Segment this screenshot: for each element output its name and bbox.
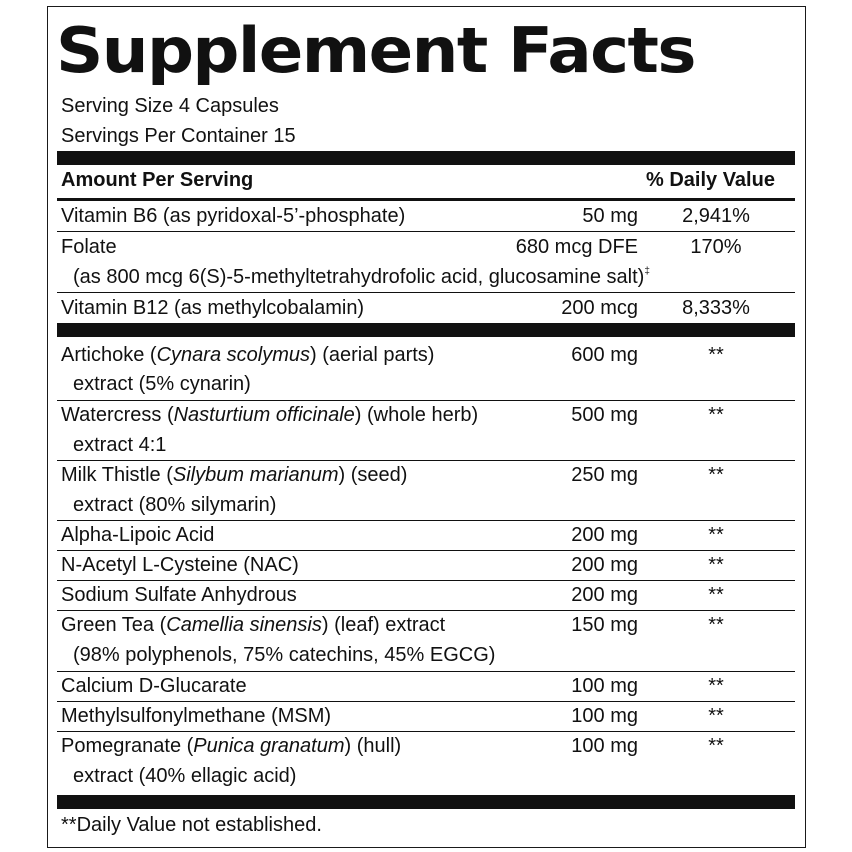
vitamin-b12-name: Vitamin B12 (as methylcobalamin) — [61, 297, 365, 319]
amount-per-serving-header: Amount Per Serving — [61, 169, 254, 191]
calcium-d-glucarate-amount: 100 mg — [571, 675, 638, 697]
panel-title: Supplement Facts — [56, 14, 695, 87]
nac-dv: ** — [708, 554, 724, 576]
vitamin-b6-name: Vitamin B6 (as pyridoxal-5’-phosphate) — [61, 205, 406, 227]
folate-name: Folate — [61, 236, 117, 258]
pomegranate-extract: extract (40% ellagic acid) — [73, 765, 297, 787]
milk-thistle-amount: 250 mg — [571, 464, 638, 486]
sodium-sulfate-name: Sodium Sulfate Anhydrous — [61, 584, 297, 606]
calcium-d-glucarate-dv: ** — [708, 675, 724, 697]
watercress-dv: ** — [708, 404, 724, 426]
row-divider — [57, 731, 795, 732]
row-divider — [57, 520, 795, 521]
milk-thistle-name: Milk Thistle (Silybum marianum) (seed) — [61, 464, 408, 486]
row-divider — [57, 610, 795, 611]
artichoke-amount: 600 mg — [571, 344, 638, 366]
servings-per-container: Servings Per Container 15 — [61, 125, 296, 147]
daily-value-header: % Daily Value — [646, 169, 775, 191]
middle-thick-rule — [57, 323, 795, 337]
pomegranate-name: Pomegranate (Punica granatum) (hull) — [61, 735, 402, 757]
serving-size: Serving Size 4 Capsules — [61, 95, 279, 117]
vitamin-b12-amount: 200 mcg — [561, 297, 638, 319]
pomegranate-amount: 100 mg — [571, 735, 638, 757]
supplement-facts-panel — [47, 6, 806, 848]
footnote: **Daily Value not established. — [61, 814, 322, 836]
row-divider — [57, 671, 795, 672]
calcium-d-glucarate-name: Calcium D-Glucarate — [61, 675, 247, 697]
alpha-lipoic-acid-name: Alpha-Lipoic Acid — [61, 524, 215, 546]
msm-amount: 100 mg — [571, 705, 638, 727]
msm-name: Methylsulfonylmethane (MSM) — [61, 705, 332, 727]
vitamin-b12-dv: 8,333% — [682, 297, 750, 319]
alpha-lipoic-acid-amount: 200 mg — [571, 524, 638, 546]
green-tea-name: Green Tea (Camellia sinensis) (leaf) extract — [61, 614, 446, 636]
nac-name: N-Acetyl L-Cysteine (NAC) — [61, 554, 299, 576]
folate-amount: 680 mcg DFE — [515, 236, 638, 258]
green-tea-extract: (98% polyphenols, 75% catechins, 45% EGCG) — [73, 644, 496, 666]
sodium-sulfate-amount: 200 mg — [571, 584, 638, 606]
watercress-extract: extract 4:1 — [73, 434, 167, 456]
top-thick-rule — [57, 151, 795, 165]
msm-dv: ** — [708, 705, 724, 727]
bottom-thick-rule — [57, 795, 795, 809]
pomegranate-dv: ** — [708, 735, 724, 757]
sodium-sulfate-dv: ** — [708, 584, 724, 606]
header-rule — [57, 198, 795, 201]
row-divider — [57, 231, 795, 232]
vitamin-b6-dv: 2,941% — [682, 205, 750, 227]
folate-source-text: (as 800 mcg 6(S)-5-methyltetrahydrofolic acid, glucosamine salt) — [73, 266, 645, 288]
double-dagger-mark: ‡ — [644, 266, 650, 277]
row-divider — [57, 400, 795, 401]
row-divider — [57, 292, 795, 293]
row-divider — [57, 460, 795, 461]
milk-thistle-extract: extract (80% silymarin) — [73, 494, 277, 516]
green-tea-dv: ** — [708, 614, 724, 636]
artichoke-extract: extract (5% cynarin) — [73, 373, 251, 395]
row-divider — [57, 550, 795, 551]
artichoke-dv: ** — [708, 344, 724, 366]
alpha-lipoic-acid-dv: ** — [708, 524, 724, 546]
nac-amount: 200 mg — [571, 554, 638, 576]
row-divider — [57, 701, 795, 702]
row-divider — [57, 580, 795, 581]
folate-source — [73, 264, 650, 290]
green-tea-amount: 150 mg — [571, 614, 638, 636]
milk-thistle-dv: ** — [708, 464, 724, 486]
vitamin-b6-amount: 50 mg — [582, 205, 638, 227]
artichoke-name: Artichoke (Cynara scolymus) (aerial parts) — [61, 344, 435, 366]
folate-dv: 170% — [690, 236, 742, 258]
watercress-amount: 500 mg — [571, 404, 638, 426]
watercress-name: Watercress (Nasturtium officinale) (whole herb) — [61, 404, 479, 426]
